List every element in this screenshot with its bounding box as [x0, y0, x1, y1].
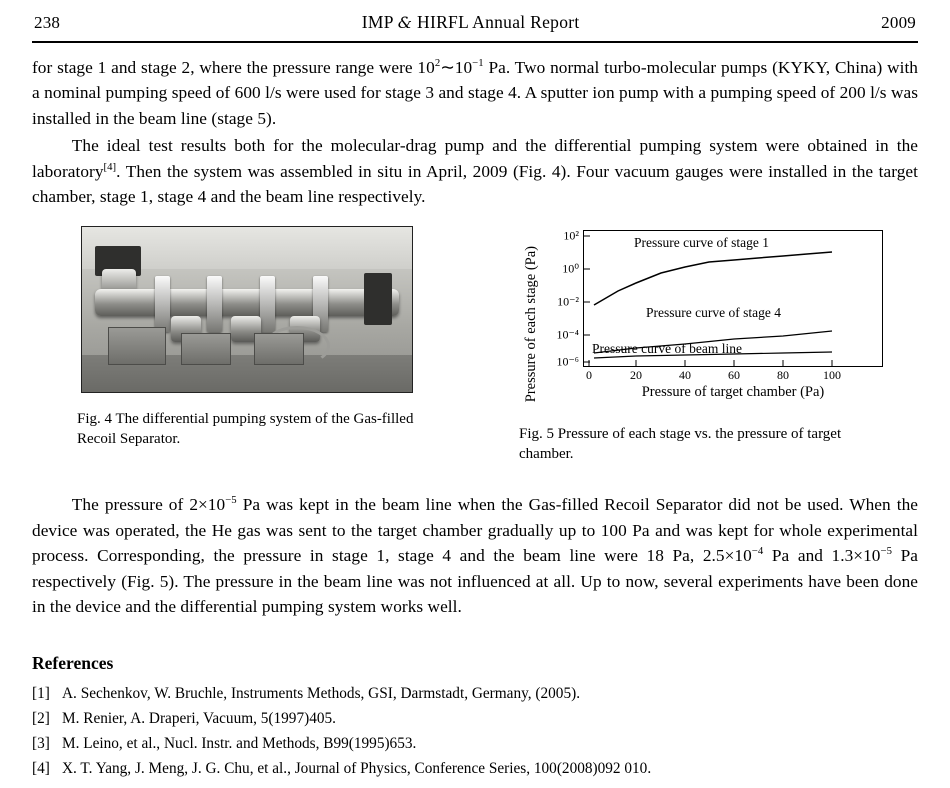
photo-flange-3 — [260, 276, 275, 332]
x-tick: 100 — [823, 367, 841, 382]
x-tick: 20 — [630, 367, 642, 382]
running-head — [28, 0, 922, 39]
x-tick: 0 — [586, 367, 592, 382]
y-tick: 10⁻² — [557, 294, 579, 309]
reference-text: X. T. Yang, J. Meng, J. G. Chu, et al., Journal of Physics, Conference Series, 100(2008)092 010. — [62, 759, 652, 777]
y-tick: 10⁻⁴ — [556, 327, 579, 342]
page-number: 238 — [34, 13, 61, 32]
references-list — [32, 682, 918, 781]
photo-cabinet-1 — [108, 327, 166, 365]
series-label-stage-1: Pressure curve of stage 1 — [634, 234, 769, 250]
reference-number: [3] — [32, 734, 50, 752]
paragraph-1: for stage 1 and stage 2, where the pressure range were $10^2\sim 10^{-1}$ Pa. Two normal turbo-molecular pumps (KYKY, China) with a nominal pumping speed of 600 l/s were used for stage 3 and stage 4. A sputter ion pump with a pumping speed of 200 l/s was installed in the beam line (stage 5). — [32, 57, 919, 128]
paragraph-2: The ideal test results both for the molecular-drag pump and the differential pumping system were obtained in the laboratory[4]. Then the system was assembled in situ in April, 2009 (Fig. 4). Four vacuum gauges were installed in the target chamber, stage 1, stage 4 and the beam line respectively. — [32, 136, 918, 207]
reference-text: M. Renier, A. Draperi, Vacuum, 5(1997)405. — [62, 710, 336, 728]
series-label-beam-line: Pressure curve of beam line — [592, 340, 742, 356]
body-upper — [32, 55, 918, 210]
photo-flange-2 — [207, 276, 222, 332]
figure-5 — [480, 226, 918, 465]
chart-y-ticks — [549, 230, 583, 367]
header-divider — [32, 41, 918, 43]
chart-y-axis-label: Pressure of each stage (Pa) — [523, 245, 540, 402]
y-tick: 10⁰ — [562, 261, 579, 276]
series-label-stage-4: Pressure curve of stage 4 — [646, 304, 781, 320]
journal-title-right: HIRFL Annual Report — [417, 12, 580, 32]
chart-plot-area — [583, 230, 883, 367]
reference-number: [2] — [32, 710, 50, 728]
photo-cabinet-3 — [254, 333, 304, 365]
reference-item — [32, 757, 918, 782]
chart-plot-row — [549, 230, 883, 367]
x-tick: 60 — [728, 367, 740, 382]
photo-beamline — [95, 289, 399, 315]
chart-x-axis-label: Pressure of target chamber (Pa) — [641, 383, 825, 400]
x-tick: 80 — [777, 367, 789, 382]
photo-flange-1 — [155, 276, 170, 332]
journal-title-left: IMP — [361, 12, 394, 32]
chart-core — [549, 230, 883, 402]
reference-item — [32, 682, 918, 707]
journal-title — [362, 12, 580, 33]
figure-5-caption: Fig. 5 Pressure of each stage vs. the pressure of target chamber. — [519, 425, 842, 462]
chart — [515, 230, 883, 402]
reference-number: [4] — [32, 759, 50, 777]
reference-number: [1] — [32, 685, 50, 703]
reference-item — [32, 732, 918, 757]
reference-text: M. Leino, et al., Nucl. Instr. and Methods, B99(1995)653. — [62, 734, 417, 752]
paragraph-3: The pressure of $2\times 10^{-5}$ Pa was kept in the beam line when the Gas-filled Recoil Separator did not be used. When the device was operated, the He gas was sent to the target chamber gradually up to 100 Pa and was kept for whole experimental process. Corresponding, the pressure in stage 1, stage 4 and the beam line were 18 Pa, $2.5\times 10^{-4}$ Pa and $1.3\times 10^{-5}$ Pa respectively (Fig. 5). The pressure in the beam line was not influenced at all. Up to now, several experiments have been done in the device and the differential pumping system works well. — [32, 494, 918, 616]
reference-item — [32, 707, 918, 732]
x-tick: 40 — [679, 367, 691, 382]
chart-x-ticks — [583, 367, 883, 383]
body-lower — [32, 492, 918, 619]
reference-text: A. Sechenkov, W. Bruchle, Instruments Methods, GSI, Darmstadt, Germany, (2005). — [62, 685, 581, 703]
figure-4-caption: Fig. 4 The differential pumping system of the Gas-filled Recoil Separator. — [77, 410, 414, 447]
references-heading: References — [32, 653, 114, 674]
ampersand-glyph: & — [397, 13, 413, 32]
figure-4-photo — [81, 226, 413, 393]
y-tick: 10⁻⁶ — [556, 354, 579, 369]
figure-4 — [32, 226, 462, 465]
y-tick: 10² — [563, 228, 579, 243]
photo-cabinet-2 — [181, 333, 231, 365]
figure-row — [32, 226, 918, 465]
series-stage-1 — [594, 252, 832, 305]
photo-equipment-dark-2 — [364, 273, 392, 325]
year: 2009 — [881, 13, 916, 32]
